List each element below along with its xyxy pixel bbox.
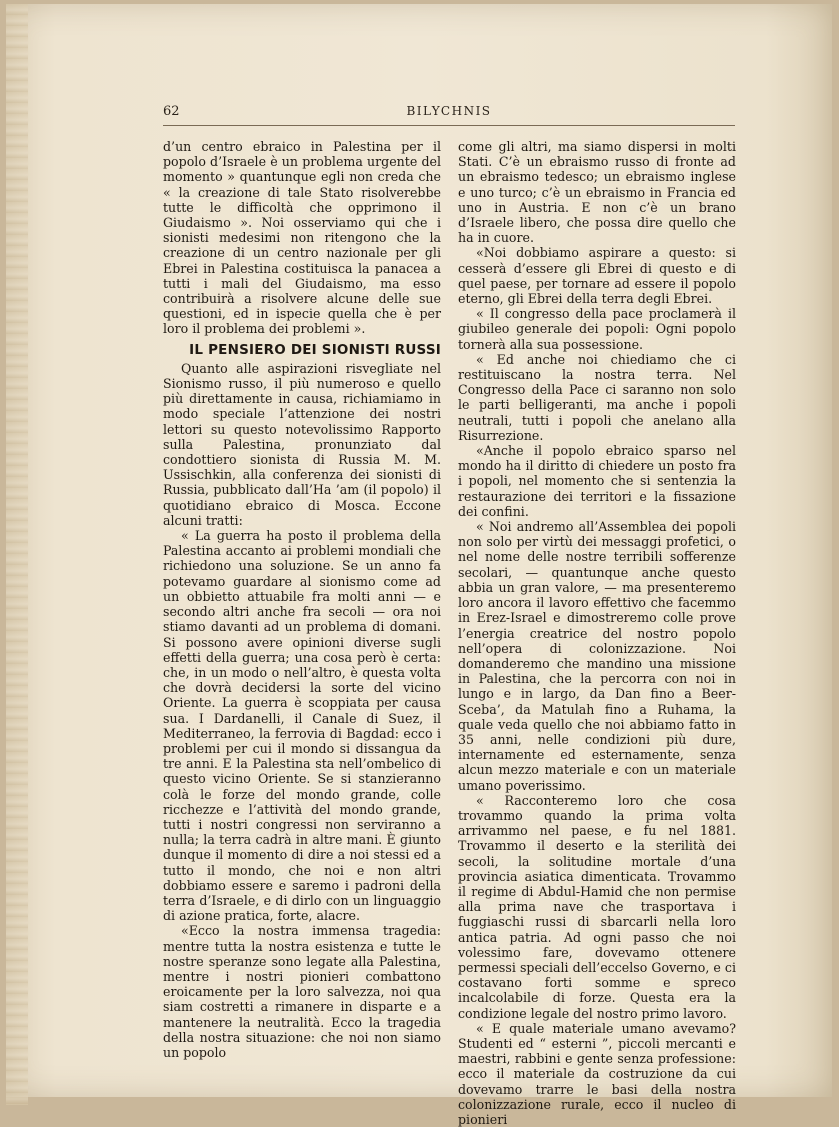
paragraph: «Noi dobbiamo aspirare a questo: si cesserà d’essere gli Ebrei di questo e di quel paese, per tornare ad essere il popolo eterno, gli Ebrei della terra degli Ebrei. [458, 245, 736, 307]
paragraph: « Il congresso della pace proclamerà il giubileo generale dei popoli: Ogni popolo tornerà alla sua possessione. [458, 306, 736, 352]
paragraph: « E quale materiale umano avevamo? Studenti ed “ esterni ”, piccoli mercanti e maestri, rabbini e gente senza professione: ecco il materiale da costruzione da cui dovevamo trarre le basi della nostra colonizzazione rurale, ecco il nucleo di pionieri [458, 1020, 736, 1127]
section-heading: IL PENSIERO DEI SIONISTI RUSSI [189, 341, 441, 358]
paragraph: « Noi andremo all’Assemblea dei popoli non solo per virtù dei messaggi profetici, o nel nome delle nostre terribili sofferenze secolari, — quantunque anche questo abbia un gran valore, — ma presenteremo loro ancora il lavoro effettivo che facemmo in Erez-Israel e dimostreremo colle prove l’energia creatrice del nostro popolo nell’opera di colonizzazione. Noi domanderemo che mandino una missione in Palestina, che la percorra con noi in lungo e in largo, da Dan fino a Beer-Sceba’, da Matulah fino a Ruhama, la quale veda quello che noi abbiamo fatto in 35 anni, nelle condizioni più dure, internamente ed esternamente, senza alcun mezzo materiale e con un materiale umano poverissimo. [458, 519, 736, 793]
paragraph: «Anche il popolo ebraico sparso nel mondo ha il diritto di chiedere un posto fra i popoli, nel momento che si sentenzia la restaurazione dei territori e la fissazione dei confini. [458, 443, 736, 519]
page-header [163, 104, 735, 122]
paragraph: come gli altri, ma siamo dispersi in molti Stati. C’è un ebraismo russo di fronte ad un ebraismo tedesco; un ebraismo inglese e uno turco; c’è un ebraismo in Francia ed uno in Austria. E non c’è un brano d’Israele libero, che possa dire quello che ha in cuore. [458, 139, 736, 246]
left-column [163, 139, 441, 1060]
paragraph: « La guerra ha posto il problema della Palestina accanto ai problemi mondiali che richiedono una soluzione. Se un anno fa potevamo guardare al sionismo come ad un obbietto attuabile fra molti anni — e secondo altri anche fra secoli — ora noi stiamo davanti ad un problema di domani. Si possono avere opinioni diverse sugli effetti della guerra; una cosa però è certa: che, in un modo o nell’altro, è questa volta che dovrà decidersi la sorte del vicino Oriente. La guerra è scoppiata per causa sua. I Dardanelli, il Canale di Suez, il Mediterraneo, la ferrovia di Bagdad: ecco i problemi per cui il mondo si dissangua da tre anni. E la Palestina sta nell’ombelico di questo vicino Oriente. Se si stanzieranno colà le forze del mondo grande, colle ricchezze e l’attività del mondo grande, tutti i nostri congressi non serviranno a nulla; la terra cadrà in altre mani. È giunto dunque il momento di dire a noi stessi ed a tutto il mondo, che noi e non altri dobbiamo essere e saremo i padroni della terra d’Israele, e di dirlo con un linguaggio di azione pratica, forte, alacre. [163, 528, 441, 924]
paragraph: «Ecco la nostra immensa tragedia: mentre tutta la nostra esistenza e tutte le nostre speranze sono legate alla Palestina, mentre i nostri pionieri combattono eroicamente per la loro salvezza, noi qua siam costretti a rimanere in disparte e a mantenere la neutralità. Ecco la tragedia della nostra situazione: che noi non siamo un popolo [163, 923, 441, 1060]
paragraph: Quanto alle aspirazioni risvegliate nel Sionismo russo, il più numeroso e quello più direttamente in causa, richiamiamo in modo speciale l’attenzione dei nostri lettori su questo notevolissimo Rapporto sulla Palestina, pronunziato dal condottiero sionista di Russia M. M. Ussischkin, alla conferenza dei sionisti di Russia, pubblicato dall’Ha ’am (il popolo) il quotidiano ebraico di Mosca. Eccone alcuni tratti: [163, 360, 441, 528]
paragraph: d’un centro ebraico in Palestina per il popolo d’Israele è un problema urgente del momento » quantunque egli non creda che « la creazione di tale Stato risolverebbe tutte le difficoltà che opprimono il Giudaismo ». Noi osserviamo qui che i sionisti medesimi non ritengono che la creazione di un centro nazionale per gli Ebrei in Palestina costituisca la panacea a tutti i mali del Giudaismo, ma esso contribuirà a risolvere alcune delle sue questioni, ed in ispecie quella che è per loro il problema dei problemi ». [163, 139, 441, 337]
header-rule [163, 125, 735, 127]
page-number: 62 [163, 104, 180, 119]
paragraph: « Racconteremo loro che cosa trovammo quando la prima volta arrivammo nel paese, e fu nel 1881. Trovammo il deserto e la sterilità dei secoli, la solitudine mortale d’una provincia asiatica dimenticata. Trovammo il regime di Abdul-Hamid che non permise alla prima nave che trasportava i fuggiaschi russi di sbarcarli nella loro antica patria. Ad ogni passo che noi volessimo fare, dovevamo ottenere permessi speciali dell’eccelso Governo, e ci costavano forti somme e spreco incalcolabile di forze. Questa era la condizione legale del nostro primo lavoro. [458, 792, 736, 1021]
running-title: BILYCHNIS [406, 104, 492, 118]
right-column [458, 139, 736, 1127]
page-binding-edge [6, 4, 28, 1105]
paragraph: « Ed anche noi chiediamo che ci restituiscano la nostra terra. Nel Congresso della Pace ci saranno non solo le parti belligeranti, ma anche i popoli neutrali, tutti i popoli che anelano alla Risurrezione. [458, 351, 736, 443]
